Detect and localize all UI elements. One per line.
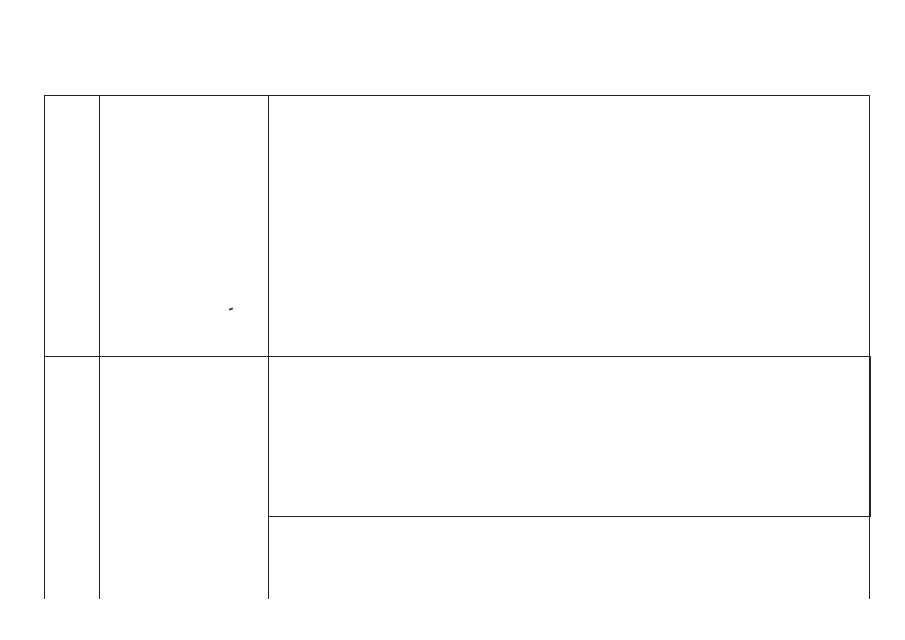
table-border-top xyxy=(44,95,870,96)
services-subtable xyxy=(268,356,871,517)
column-divider-name xyxy=(268,95,269,599)
table-border-right xyxy=(869,95,870,599)
settlement-name xyxy=(100,357,268,599)
tariff-table xyxy=(44,95,870,599)
row-number xyxy=(44,357,99,599)
scan-mark xyxy=(229,307,233,310)
